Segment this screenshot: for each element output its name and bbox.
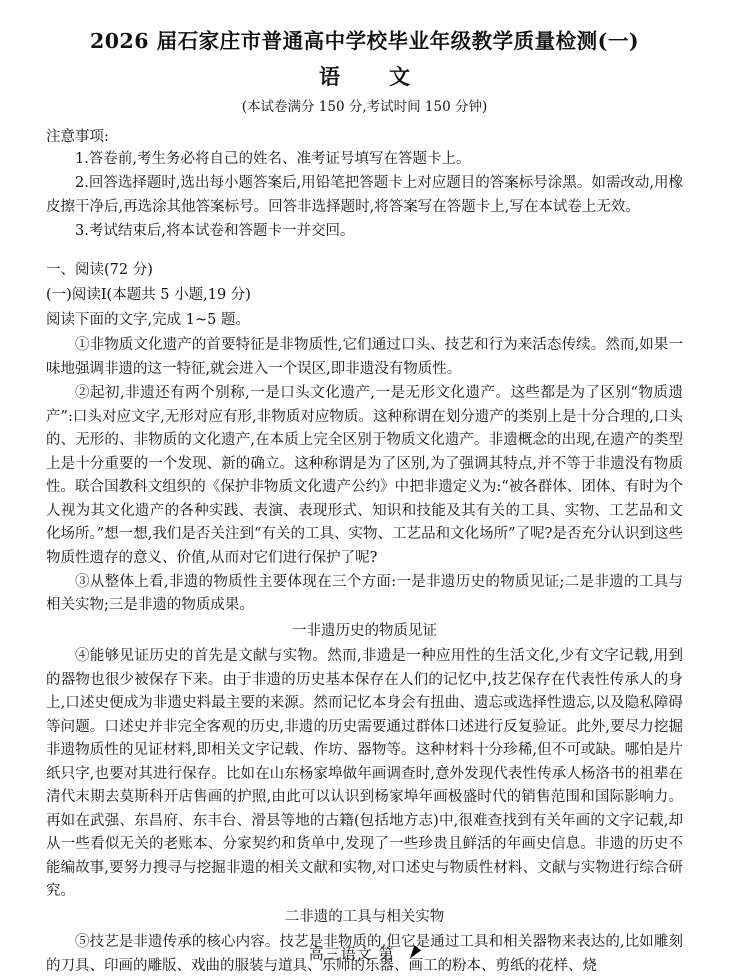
cursor-arrow-icon: [410, 946, 420, 964]
body-paragraph: ④能够见证历史的首先是文献与实物。然而,非遗是一种应用性的生活文化,少有文字记载,用到的器物也很少被保存下来。由于非遗的历史基本保存在人们的记忆中,技艺保存在代表性传承人的身上,口述史便成为非遗史料最主要的来源。然而记忆本身会有扭曲、遗忘或选择性遗忘,以及隐私障碍等问题。口述史并非完全客观的历史,非遗的历史需要通过群体口述进行反复验证。此外,要尽力挖掘非遗物质性的见证材料,即相关文字记载、作坊、器物等。这种材料十分珍稀,但不可或缺。哪怕是片纸只字,也要对其进行保存。比如在山东杨家埠做年画调查时,意外发现代表性传承人杨洛书的祖辈在清代末期去莫斯科开店售画的护照,由此可以认识到杨家埠年画极盛时代的销售范围和国际影响力。再如在武强、东昌府、东丰台、滑县等地的古籍(包括地方志)中,很难查找到有关年画的文字记载,却从一些看似无关的老账本、分家契约和货单中,发现了一些珍贵且鲜活的年画史信息。非遗的历史不能编故事,要努力搜寻与挖掘非遗的相关文献和实物,对口述史与物质性材料、文献与实物进行综合研究。: [46, 648, 683, 900]
notice-item: 1.答卷前,考生务必将自己的姓名、准考证号填写在答题卡上。: [75, 150, 471, 167]
reading-prompt: 阅读下面的文字,完成 1~5 题。: [46, 311, 250, 328]
subject-title: 语 文: [319, 63, 424, 89]
notice-item: 3.考试结束后,将本试卷和答题卡一并交回。: [75, 223, 355, 240]
body-paragraph: ②起初,非遗还有两个别称,一是口头文化遗产,一是无形文化遗产。这些都是为了区别“物质遗产”:口头对应文字,无形对应有形,非物质对应物质。这种称谓在划分遗产的类别上是十分合理的,口头的、无形的、非物质的文化遗产,在本质上完全区别于物质文化遗产。非遗概念的出现,在遗产的类型上是十分重要的一个发现、新的确立。这种称谓是为了区别,为了强调其特点,并不等于非遗没有物质性。联合国教科文组织的《保护非物质文化遗产公约》中把非遗定义为:“被各群体、团体、有时为个人视为其文化遗产的各种实践、表演、表现形式、知识和技能及其有关的工具、实物、工艺品和文化场所。”想一想,我们是否关注到“有关的工具、实物、工艺品和文化场所”了呢?是否充分认识到这些物质性遗存的意义、价值,从而对它们进行保护了呢?: [46, 385, 683, 566]
page-footer: [0, 943, 729, 964]
subheading-two: 二非遗的工具与相关实物: [284, 908, 445, 925]
notice-heading: 注意事项:: [46, 128, 109, 145]
notice-item: 2.回答选择题时,选出每小题答案后,用铅笔把答题卡上对应题目的答案标号涂黑。如需改动,用橡皮擦干净后,再选涂其他答案标号。回答非选择题时,将答案写在答题卡上,写在本试卷上无效。: [46, 175, 683, 215]
spacer: [46, 245, 683, 257]
footer-label: 高三语文 第: [308, 945, 395, 963]
section-part-heading: (一)阅读Ⅰ(本题共 5 小题,19 分): [46, 286, 251, 303]
body-paragraph: ⑤技艺是非遗传承的核心内容。技艺是非物质的,但它是通过工具和相关器物来表达的,比如雕刻的刀具、印画的雕版、戏曲的服装与道具、乐师的乐器、画工的粉本、剪纸的花样、烧: [46, 934, 683, 974]
page-title: 2026 届石家庄市普通高中学校毕业年级教学质量检测(一): [89, 29, 640, 53]
exam-meta: (本试卷满分 150 分,考试时间 150 分钟): [241, 98, 488, 115]
subheading-one: 一非遗历史的物质见证: [292, 622, 437, 639]
body-paragraph: ③从整体上看,非遗的物质性主要体现在三个方面:一是非遗历史的物质见证;二是非遗的工具与相关实物;三是非遗的物质成果。: [46, 573, 683, 614]
body-paragraph: ①非物质文化遗产的首要特征是非物质性,它们通过口头、技艺和行为来活态传续。然而,如果一味地强调非遗的这一特征,就会进入一个误区,即非遗没有物质性。: [46, 337, 683, 377]
section-heading: 一、阅读(72 分): [46, 261, 153, 278]
